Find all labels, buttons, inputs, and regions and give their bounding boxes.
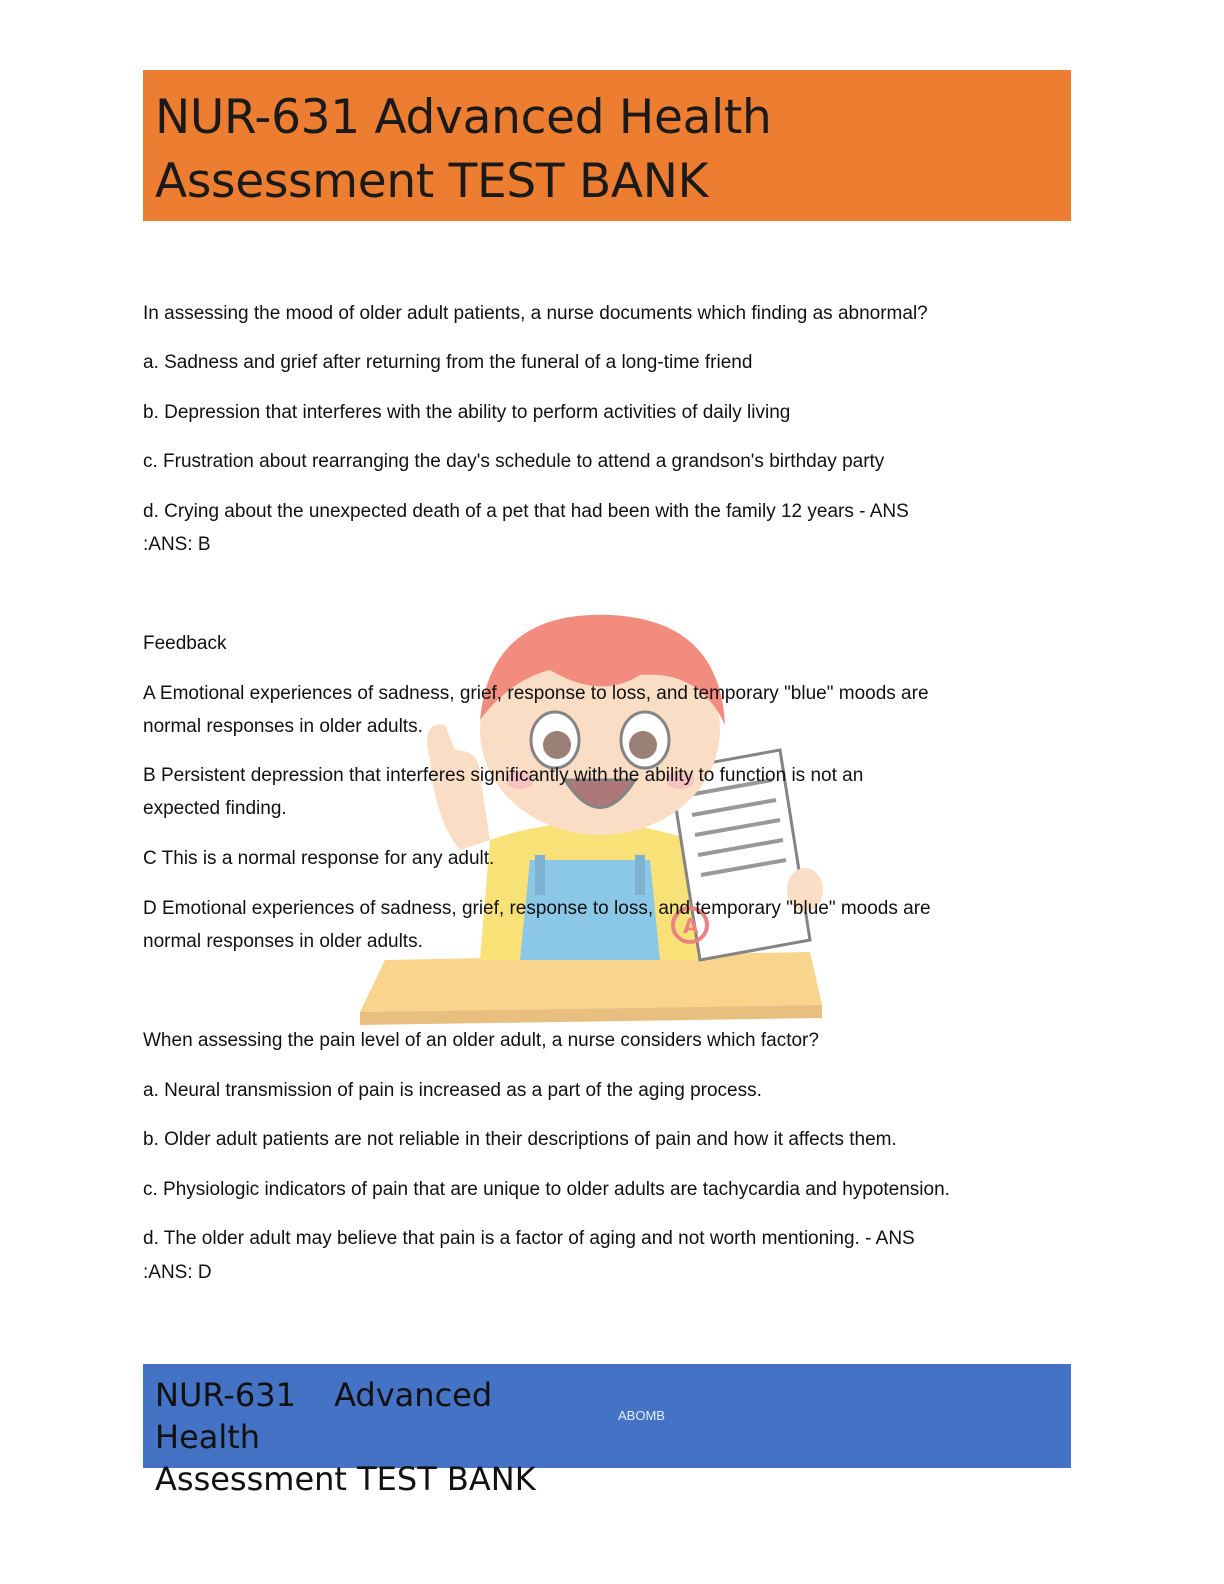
feedback-a-line1: A Emotional experiences of sadness, grief, response to loss, and temporary "blue" moods are	[143, 683, 929, 704]
question-1-option-d: d. Crying about the unexpected death of a pet that had been with the family 12 years - ANS	[143, 501, 909, 522]
question-1-answer: :ANS: B	[143, 534, 211, 555]
question-2-answer: :ANS: D	[143, 1262, 212, 1283]
document-title: NUR-631 Advanced Health Assessment TEST BANK	[155, 90, 772, 209]
feedback-a-line2: normal responses in older adults.	[143, 716, 423, 737]
question-1-option-b: b. Depression that interferes with the ability to perform activities of daily living	[143, 402, 791, 423]
feedback-d-line2: normal responses in older adults.	[143, 931, 423, 952]
desk-top	[360, 952, 822, 1012]
question-2-option-b: b. Older adult patients are not reliable in their descriptions of pain and how it affects them.	[143, 1129, 897, 1150]
question-1-option-c: c. Frustration about rearranging the day's schedule to attend a grandson's birthday party	[143, 451, 885, 472]
feedback-c: C This is a normal response for any adult.	[143, 848, 495, 869]
question-1-option-a: a. Sadness and grief after returning from the funeral of a long-time friend	[143, 352, 753, 373]
header-banner	[143, 70, 1071, 221]
footer-title-line1: NUR-631 Advanced Health	[155, 1376, 493, 1456]
child-with-test-illustration	[340, 600, 840, 1030]
question-2-option-a: a. Neural transmission of pain is increased as a part of the aging process.	[143, 1080, 762, 1101]
feedback-d-line1: D Emotional experiences of sadness, grief, response to loss, and temporary "blue" moods are	[143, 898, 931, 919]
footer-banner	[143, 1364, 1071, 1498]
feedback-b-line2: expected finding.	[143, 798, 287, 819]
question-1-text: In assessing the mood of older adult patients, a nurse documents which finding as abnormal?	[143, 303, 928, 324]
feedback-heading: Feedback	[143, 633, 227, 654]
footer-title-line2: Assessment TEST BANK	[155, 1460, 536, 1498]
grade-mark: A	[683, 914, 699, 938]
question-2-text: When assessing the pain level of an older adult, a nurse considers which factor?	[143, 1030, 819, 1051]
question-2-option-d: d. The older adult may believe that pain is a factor of aging and not worth mentioning. - ANS	[143, 1228, 915, 1249]
question-2-option-c: c. Physiologic indicators of pain that are unique to older adults are tachycardia and hypotension.	[143, 1179, 950, 1200]
footer-title	[155, 1374, 605, 1500]
feedback-b-line1: B Persistent depression that interferes significantly with the ability to function is not an	[143, 765, 864, 786]
footer-watermark: ABOMB	[618, 1408, 665, 1423]
